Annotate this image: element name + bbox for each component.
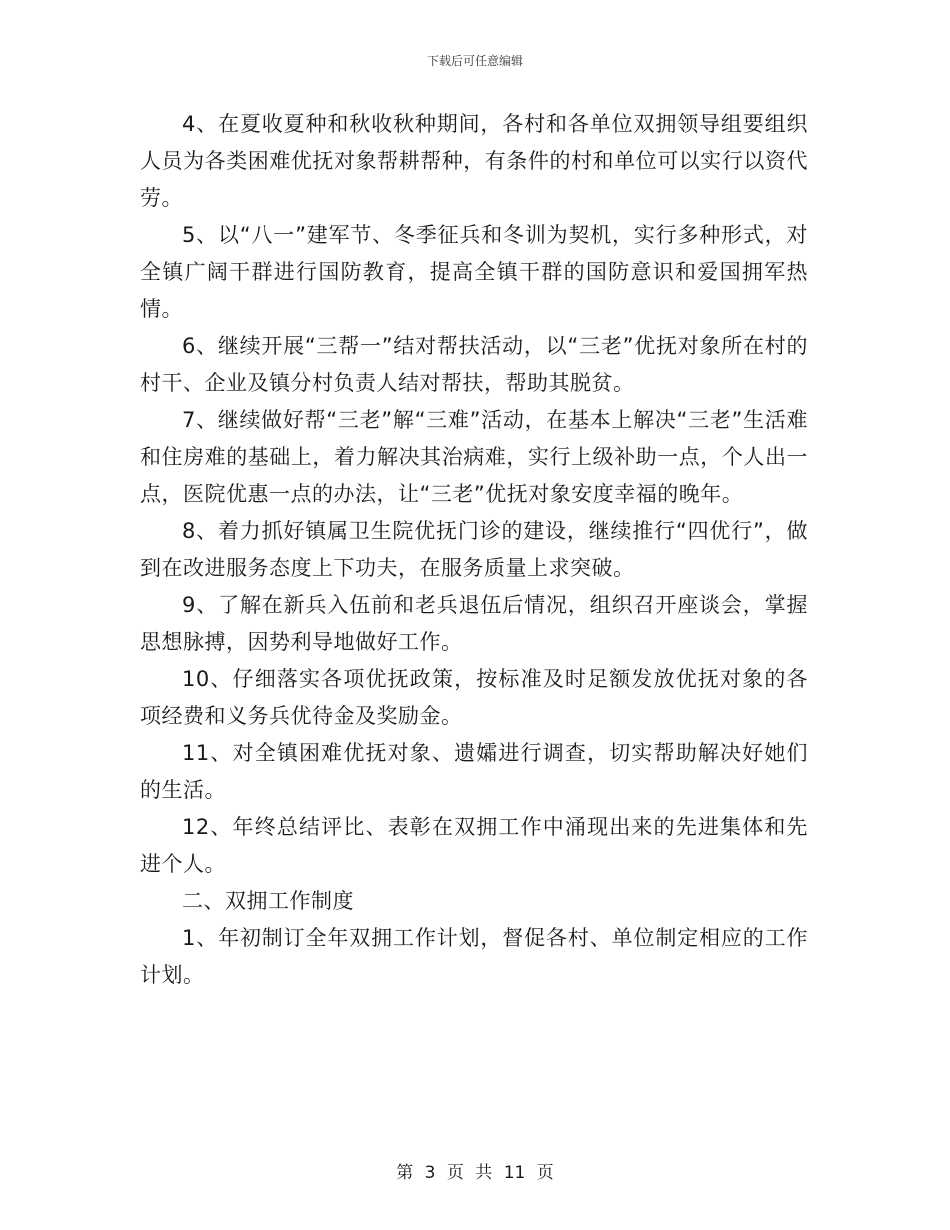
paragraph-item-12: 12、年终总结评比、表彰在双拥工作中涌现出来的先进集体和先进个人。 <box>140 815 808 876</box>
paragraph-item-5: 5、以“八一”建军节、冬季征兵和冬训为契机，实行多种形式，对全镇广阔干群进行国防教育，提高全镇干群的国防意识和爱国拥军热情。 <box>140 223 808 321</box>
page-header: 下载后可任意编辑 <box>426 54 523 68</box>
paragraph-item-10: 10、仔细落实各项优抚政策，按标准及时足额发放优抚对象的各项经费和义务兵优待金及奖励金。 <box>140 667 808 728</box>
paragraph-section2-item-1: 1、年初制订全年双拥工作计划，督促各村、单位制定相应的工作计划。 <box>140 926 808 987</box>
section-heading: 二、双拥工作制度 <box>182 889 354 913</box>
document-body <box>140 106 808 994</box>
paragraph-item-7: 7、继续做好帮“三老”解“三难”活动，在基本上解决“三老”生活难和住房难的基础上，着力解决其治病难，实行上级补助一点，个人出一点，医院优惠一点的办法，让“三老”优抚对象安度幸福的晚年。 <box>140 408 808 506</box>
paragraph-item-6: 6、继续开展“三帮一”结对帮扶活动，以“三老”优抚对象所在村的村干、企业及镇分村负责人结对帮扶，帮助其脱贫。 <box>140 334 808 395</box>
paragraph-item-4: 4、在夏收夏种和秋收秋种期间，各村和各单位双拥领导组要组织人员为各类困难优抚对象帮耕帮种，有条件的村和单位可以实行以资代劳。 <box>140 112 808 210</box>
paragraph-item-9: 9、了解在新兵入伍前和老兵退伍后情况，组织召开座谈会，掌握思想脉搏，因势利导地做好工作。 <box>140 593 808 654</box>
paragraph-item-11: 11、对全镇困难优抚对象、遗孀进行调查，切实帮助解决好她们的生活。 <box>140 741 808 802</box>
paragraph-item-8: 8、着力抓好镇属卫生院优抚门诊的建设，继续推行“四优行”，做到在改进服务态度上下功夫，在服务质量上求突破。 <box>140 519 808 580</box>
page-number-footer: 第 3 页 共 11 页 <box>396 1163 554 1183</box>
